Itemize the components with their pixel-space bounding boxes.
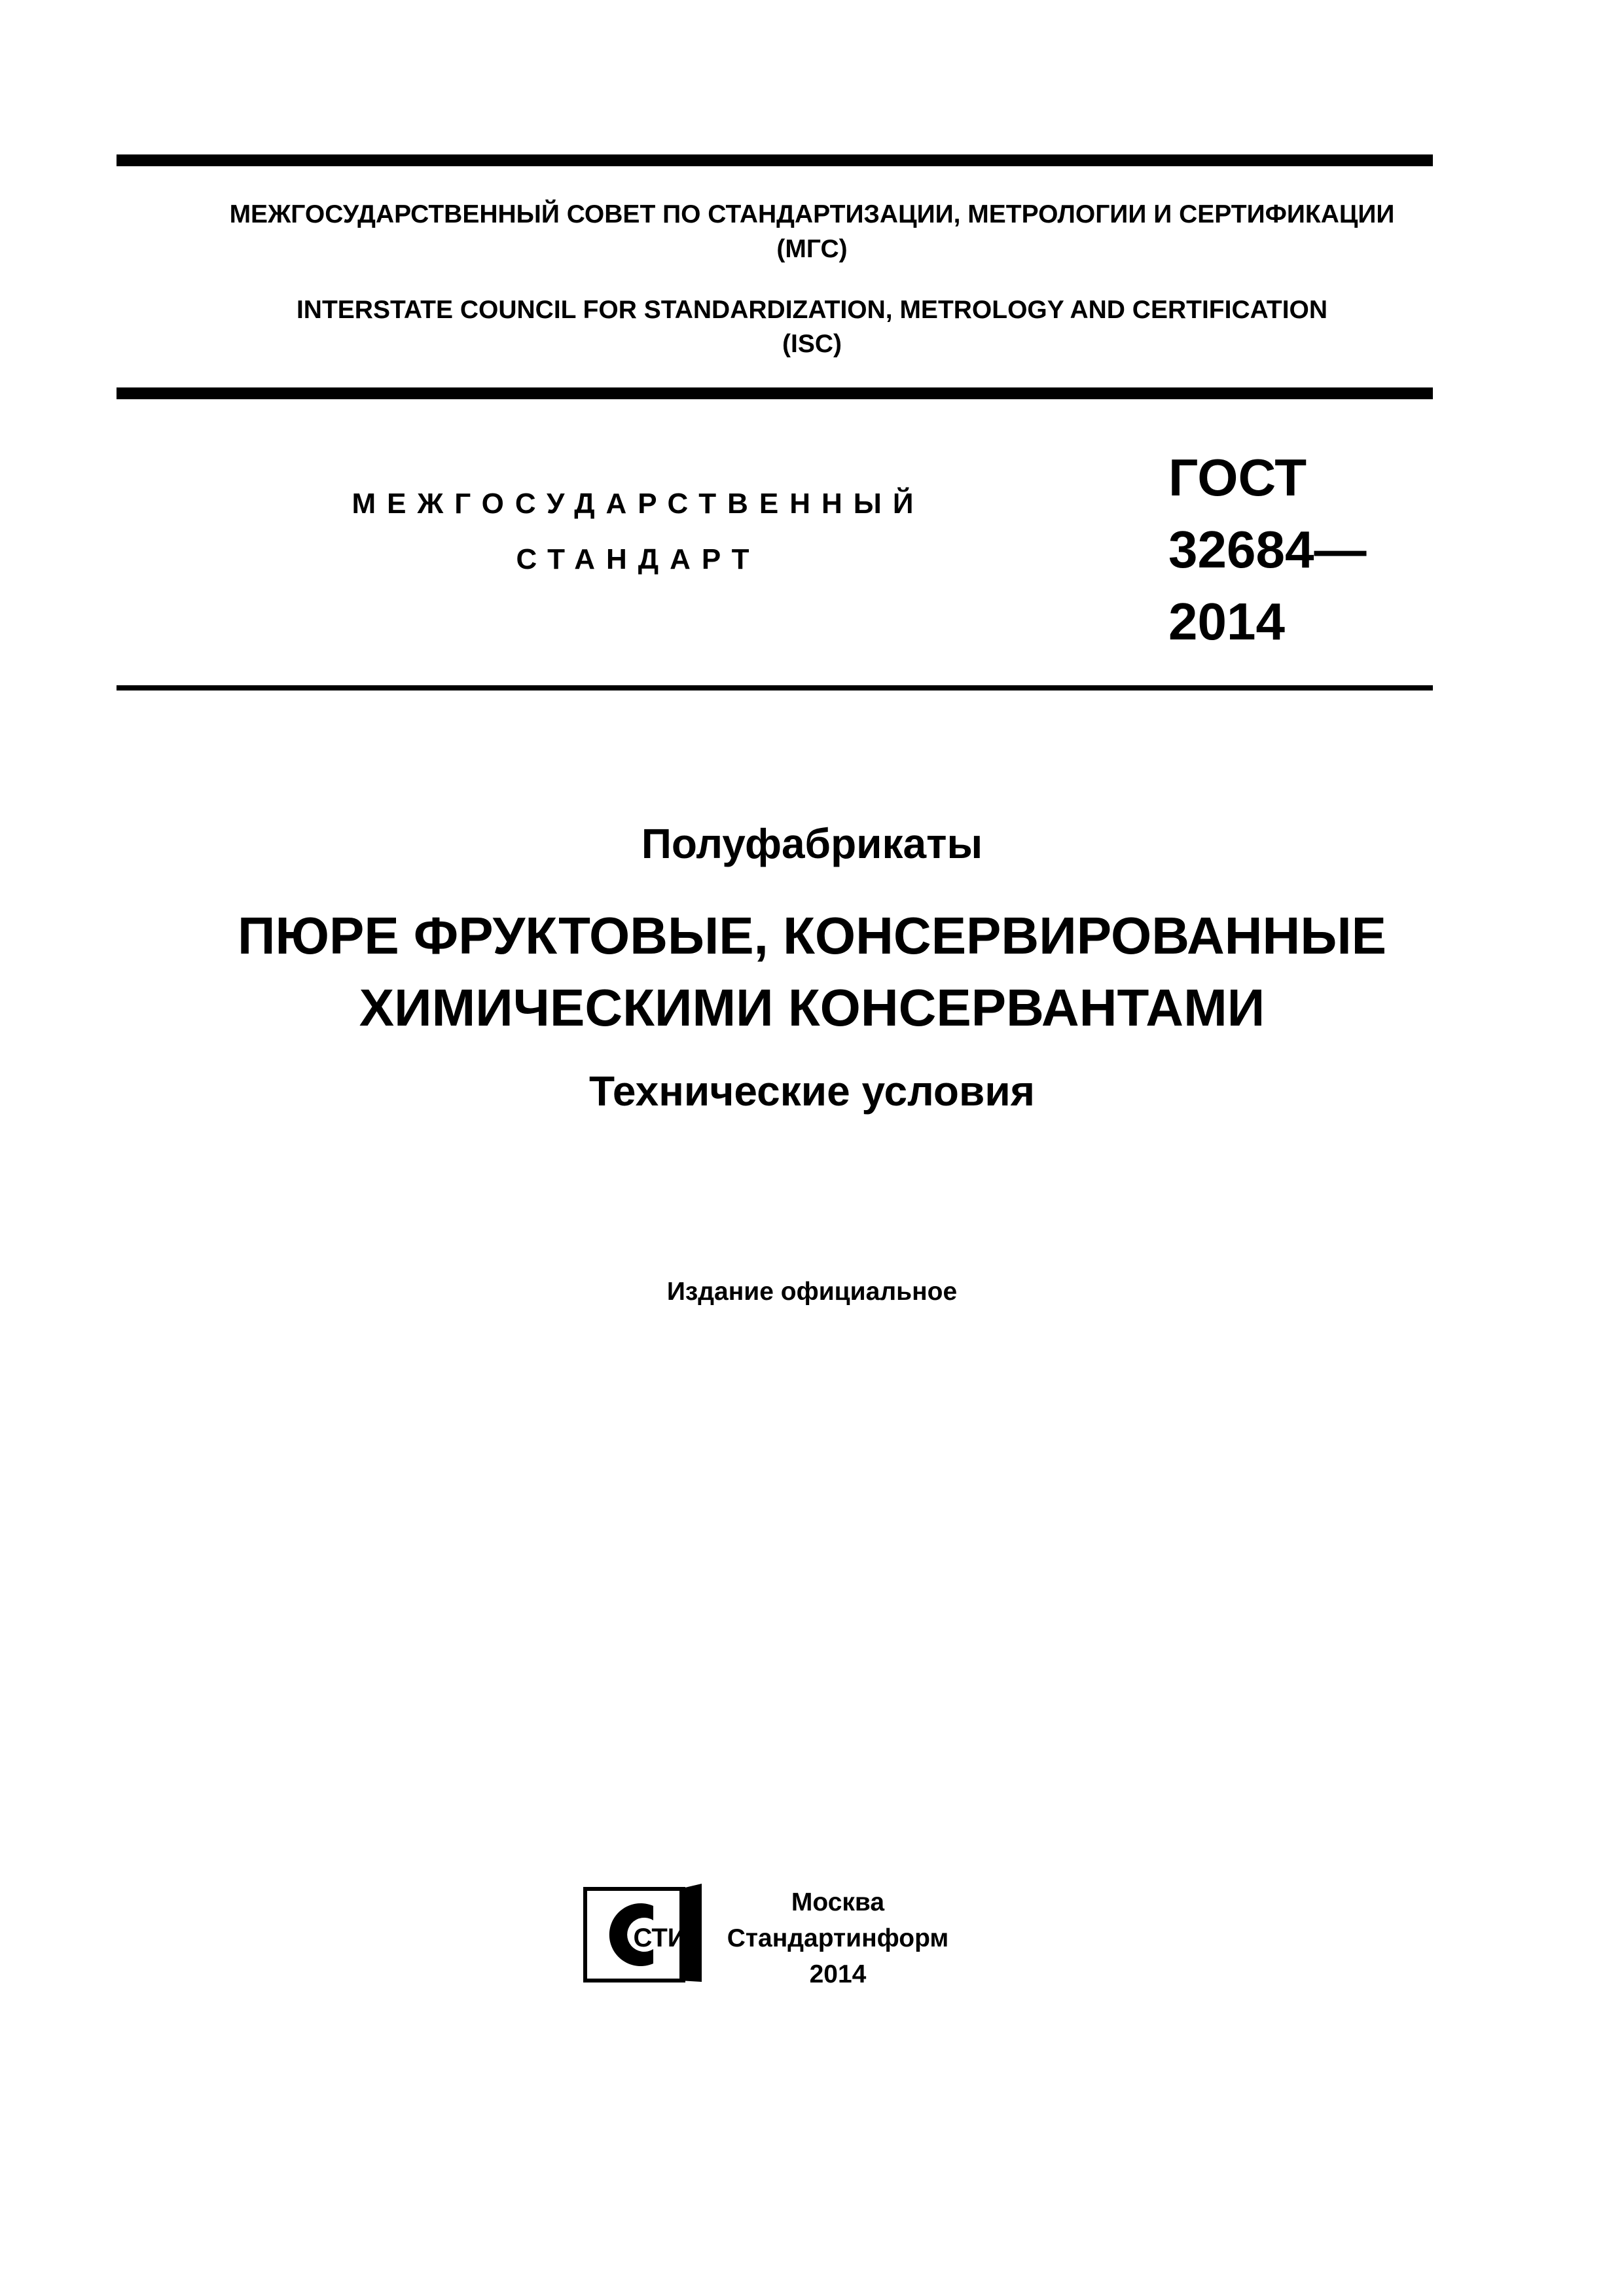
title-subtitle: Технические условия: [588, 1067, 1036, 1115]
publisher-year: 2014: [809, 1960, 867, 1988]
header-rule: [117, 387, 1433, 399]
council-abbr-en: (ISC): [782, 330, 842, 358]
title-main-line2: ХИМИЧЕСКИМИ КОНСЕРВАНТАМИ: [359, 978, 1265, 1037]
standard-kind-line2: СТАНДАРТ: [516, 543, 761, 575]
publisher-logo-text: СТИ: [633, 1924, 687, 1952]
standard-kind-line1: МЕЖГОСУДАРСТВЕННЫЙ: [352, 488, 925, 520]
standard-rule: [117, 685, 1433, 691]
top-rule: [117, 154, 1433, 166]
title-main-line1: ПЮРЕ ФРУКТОВЫЕ, КОНСЕРВИРОВАННЫЕ: [237, 906, 1387, 965]
publisher-city: Москва: [791, 1888, 885, 1916]
publisher-logo-icon: [581, 1884, 706, 1990]
council-name-en: INTERSTATE COUNCIL FOR STANDARDIZATION, METROLOGY AND CERTIFICATION: [296, 296, 1328, 324]
council-abbr-ru: (МГС): [776, 235, 848, 263]
standard-code-prefix: ГОСТ: [1168, 448, 1307, 507]
publisher-name: Стандартинформ: [727, 1924, 949, 1952]
standard-code-year: 2014: [1168, 592, 1285, 651]
edition-label: Издание официальное: [666, 1278, 958, 1306]
title-category: Полуфабрикаты: [641, 820, 983, 867]
council-name-ru: МЕЖГОСУДАРСТВЕННЫЙ СОВЕТ ПО СТАНДАРТИЗАЦИИ, МЕТРОЛОГИИ И СЕРТИФИКАЦИИ: [229, 200, 1395, 228]
standard-code-number: 32684—: [1168, 520, 1367, 579]
